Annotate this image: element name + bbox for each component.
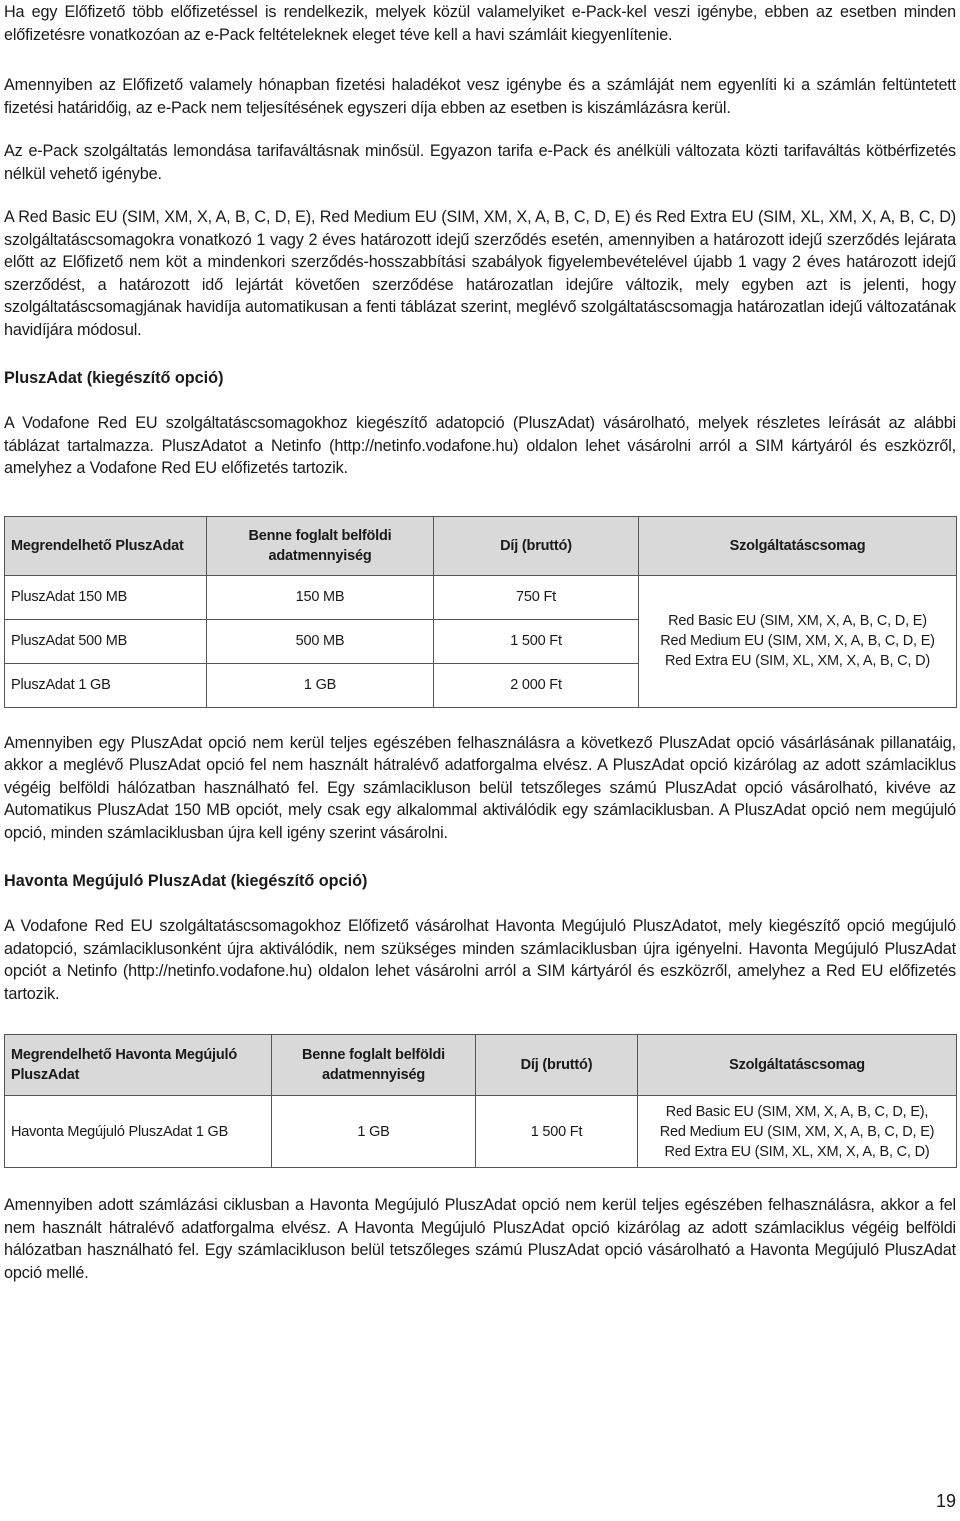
pluszadat-table (4, 516, 957, 708)
package-line: Red Basic EU (SIM, XM, X, A, B, C, D, E), (665, 1103, 929, 1120)
column-header: Benne foglalt belföldi adatmennyiség (272, 1035, 476, 1096)
column-header: Szolgáltatáscsomag (638, 1035, 957, 1096)
paragraph-monthly-rules: Amennyiben adott számlázási ciklusban a Havonta Megújuló PluszAdat opció nem kerül teljes egészében felhasználásra, akkor a fel nem használt hátralévő adatforgalma elvész. A Havonta Megújuló PluszAdat opció kizárólag az adott számlaciklus végéig belföldi hálózatban használható fel. Egy számlacikluson belül tetszőleges számú PluszAdat opció vásárolható a Havonta Megújuló PluszAdat opció mellé. (4, 1196, 956, 1282)
table-header-row (5, 1035, 957, 1096)
table-row (5, 1096, 957, 1168)
data-amount-cell: 1 GB (207, 663, 434, 707)
price-cell: 1 500 Ft (476, 1096, 638, 1168)
package-line: Red Medium EU (SIM, XM, X, A, B, C, D, E) (660, 633, 935, 649)
data-amount-cell: 500 MB (207, 619, 434, 663)
column-header: Megrendelhető PluszAdat (5, 516, 207, 575)
paragraph-contract-terms: A Red Basic EU (SIM, XM, X, A, B, C, D, E), Red Medium EU (SIM, XM, X, A, B, C, D, E) és Red Extra EU (SIM, XL, XM, X, A, B, C, D) szolgáltatáscsomagokra vonatkozó 1 vagy 2 éves határozott idejű szerződés esetén, amennyiben a határozott idejű szerződés lejárata előtt az Előfizető nem köt a mindenkori szerződés-hosszabbítási szabályok figyelembevételével újabb 1 vagy 2 éves határozott idejű szerződést, a határozott idő lejártát követően szerződése határozatlan idejűre változik, mely egyben azt is jelenti, hogy szolgáltatáscsomagjának havidíja automatikusan a fenti táblázat szerint, meglévő szolgáltatáscsomagja határozatlan idejű változatának havidíjára módosul. (4, 208, 956, 339)
paragraph-pluszadat-intro: A Vodafone Red EU szolgáltatáscsomagokhoz kiegészítő adatopció (PluszAdat) vásárolható, melyek részletes leírását az alábbi táblázat tartalmazza. PluszAdatot a Netinfo (http://netinfo.vodafone.hu) oldalon lehet vásárolni arról a SIM kártyáról és eszközről, amelyhez a Vodafone Red EU előfizetés tartozik. (4, 414, 956, 477)
option-name-cell: Havonta Megújuló PluszAdat 1 GB (5, 1096, 272, 1168)
document-page (4, 0, 956, 1284)
column-header: Szolgáltatáscsomag (639, 516, 957, 575)
data-amount-cell: 1 GB (272, 1096, 476, 1168)
price-cell: 2 000 Ft (434, 663, 639, 707)
package-line: Red Basic EU (SIM, XM, X, A, B, C, D, E) (668, 613, 927, 629)
table-row (5, 575, 957, 619)
monthly-pluszadat-table (4, 1034, 957, 1168)
package-line: Red Medium EU (SIM, XM, X, A, B, C, D, E) (659, 1123, 935, 1140)
option-name-cell: PluszAdat 150 MB (5, 575, 207, 619)
packages-cell (638, 1096, 957, 1168)
heading-monthly-pluszadat: Havonta Megújuló PluszAdat (kiegészítő opció) (4, 872, 368, 890)
option-name-cell: PluszAdat 1 GB (5, 663, 207, 707)
column-header: Díj (bruttó) (476, 1035, 638, 1096)
heading-pluszadat: PluszAdat (kiegészítő opció) (4, 369, 224, 387)
package-line: Red Extra EU (SIM, XL, XM, X, A, B, C, D) (664, 1143, 930, 1160)
page-number: 19 (935, 1491, 956, 1511)
paragraph-multi-subscription: Ha egy Előfizető több előfizetéssel is rendelkezik, melyek közül valamelyiket e-Pack-kel veszi igénybe, ebben az esetben minden előfizetésre vonatkozóan az e-Pack feltételeknek eleget téve kell a havi számláit kiegyenlítenie. (4, 3, 956, 44)
column-header: Benne foglalt belföldi adatmennyiség (207, 516, 434, 575)
column-header: Díj (bruttó) (434, 516, 639, 575)
packages-cell (639, 575, 957, 707)
paragraph-epack-cancellation: Az e-Pack szolgáltatás lemondása tarifaváltásnak minősül. Egyazon tarifa e-Pack és anélküli változata közti tarifaváltás kötbérfizetés nélkül vehető igénybe. (4, 142, 956, 183)
option-name-cell: PluszAdat 500 MB (5, 619, 207, 663)
package-line: Red Extra EU (SIM, XL, XM, X, A, B, C, D) (665, 653, 930, 669)
price-cell: 750 Ft (434, 575, 639, 619)
column-header: Megrendelhető Havonta Megújuló PluszAdat (5, 1035, 272, 1096)
paragraph-pluszadat-rules: Amennyiben egy PluszAdat opció nem kerül teljes egészében felhasználásra a következő PluszAdat opció vásárlásának pillanatáig, akkor a meglévő PluszAdat opció fel nem használt hátralévő adatforgalma elvész. A PluszAdat opció kizárólag az adott számlaciklus végéig belföldi hálózatban használható fel. Egy számlacikluson belül tetszőleges számú PluszAdat opció vásárolható, kivéve az Automatikus PluszAdat 150 MB opciót, mely csak egy alkalommal aktiválódik egy számlaciklusban. A PluszAdat opció nem megújuló opció, minden számlaciklusban újra kell igény szerint vásárolni. (4, 733, 956, 842)
paragraph-monthly-intro: A Vodafone Red EU szolgáltatáscsomagokhoz Előfizető vásárolhat Havonta Megújuló PluszAdatot, mely kiegészítő opció megújuló adatopció, számlaciklusonként újra aktiválódik, nem szükséges minden számlaciklusban újra igényelni. Havonta Megújuló PluszAdat opciót a Netinfo (http://netinfo.vodafone.hu) oldalon lehet vásárolni arról a SIM kártyáról és eszközről, amelyhez a Red EU előfizetés tartozik. (4, 917, 956, 1003)
data-amount-cell: 150 MB (207, 575, 434, 619)
paragraph-payment-deferral: Amennyiben az Előfizető valamely hónapban fizetési haladékot vesz igénybe és a számláját nem egyenlíti ki a számlán feltüntetett fizetési határidőig, az e-Pack nem teljesítésének egyszeri díja ebben az esetben is kiszámlázásra kerül. (4, 76, 956, 117)
table-header-row (5, 516, 957, 575)
price-cell: 1 500 Ft (434, 619, 639, 663)
